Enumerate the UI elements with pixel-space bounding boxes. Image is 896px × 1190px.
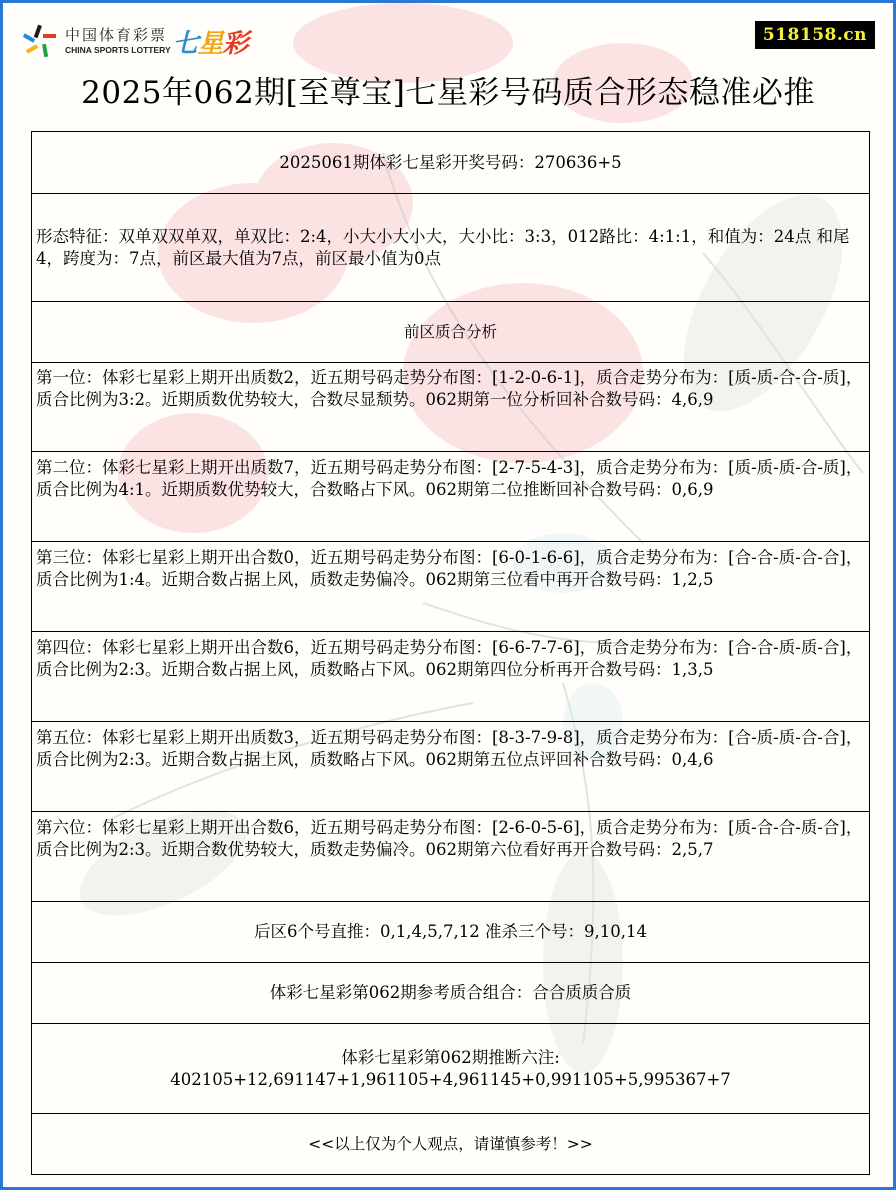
logo-en-text: CHINA SPORTS LOTTERY (65, 44, 171, 55)
position-row-6 (32, 811, 869, 901)
section-heading: 前区质合分析 (403, 323, 497, 341)
draw-result-text: 2025061期体彩七星彩开奖号码：270636+5 (279, 152, 622, 172)
combo-text: 体彩七星彩第062期参考质合组合：合合质质合质 (269, 983, 632, 1002)
position-row-1 (32, 362, 869, 451)
logo-cn-text: 中国体育彩票 (65, 25, 168, 44)
position-text: 第五位：体彩七星彩上期开出质数3，近五期号码走势分布图：[8-3-7-9-8]，质合走势分布为：[合-质-质-合-合]，质合比例为2:3。近期合数占据上风，质数略占下风。062期第五位点评回补合数号码：0,4,6 (36, 728, 863, 769)
page-frame (3, 3, 893, 1187)
draw-result-row (32, 132, 869, 193)
six-bets-title: 体彩七星彩第062期推断六注: (341, 1047, 560, 1067)
back-zone-text: 后区6个号直推：0,1,4,5,7,12 准杀三个号：9,10,14 (254, 922, 647, 941)
position-row-3 (32, 541, 869, 631)
position-text: 第一位：体彩七星彩上期开出质数2，近五期号码走势分布图：[1-2-0-6-1]，质合走势分布为：[质-质-合-合-质]，质合比例为3:2。近期质数优势较大，合数尽显颓势。062期第一位分析回补合数号码：4,6,9 (36, 368, 863, 409)
page-title: 2025年062期[至尊宝]七星彩号码质合形态稳准必推 (81, 75, 815, 111)
position-row-4 (32, 631, 869, 721)
six-bets-block (170, 1047, 731, 1091)
header (3, 3, 893, 123)
analysis-table (31, 131, 870, 1175)
disclaimer-row (32, 1113, 869, 1174)
qixingcai-brand (173, 23, 248, 60)
logo-text (65, 25, 171, 55)
position-text: 第四位：体彩七星彩上期开出合数6，近五期号码走势分布图：[6-6-7-7-6]，质合走势分布为：[合-合-质-质-合]，质合比例为2:3。近期合数占据上风，质数略占下风。062期第四位分析再开合数号码：1,3,5 (36, 638, 863, 679)
six-bets-numbers: 402105+12,691147+1,961105+4,961145+0,991105+5,995367+7 (170, 1069, 731, 1089)
position-row-2 (32, 451, 869, 541)
china-sports-lottery-logo (21, 21, 248, 61)
features-row (32, 193, 869, 301)
brand-char-1: 七 (172, 28, 198, 59)
lottery-star-icon (21, 22, 59, 60)
brand-char-3: 彩 (222, 28, 248, 59)
position-text: 第三位：体彩七星彩上期开出合数0，近五期号码走势分布图：[6-0-1-6-6]，质合走势分布为：[合-合-质-合-合]，质合比例为1:4。近期合数占据上风，质数走势偏冷。062期第三位看中再开合数号码：1,2,5 (36, 548, 863, 589)
back-zone-row (32, 901, 869, 962)
features-text: 形态特征：双单双双单双，单双比：2:4，小大小大小大，大小比：3:3，012路比：4:1:1，和值为：24点 和尾4，跨度为：7点，前区最大值为7点，前区最小值为0点 (36, 226, 850, 268)
combo-row (32, 962, 869, 1023)
brand-char-2: 星 (197, 28, 223, 59)
position-text: 第六位：体彩七星彩上期开出合数6，近五期号码走势分布图：[2-6-0-5-6]，质合走势分布为：[质-合-合-质-合]，质合比例为2:3。近期合数优势较大，质数走势偏冷。062期第六位看好再开合数号码：2,5,7 (36, 818, 863, 859)
position-text: 第二位：体彩七星彩上期开出质数7，近五期号码走势分布图：[2-7-5-4-3]，质合走势分布为：[质-质-质-合-质]，质合比例为4:1。近期质数优势较大，合数略占下风。062期第二位推断回补合数号码：0,6,9 (36, 458, 863, 499)
disclaimer-text: <<以上仅为个人观点，请谨慎参考！>> (308, 1135, 593, 1153)
section-heading-row (32, 301, 869, 362)
site-badge[interactable]: 518158.cn (755, 21, 875, 49)
six-bets-row (32, 1023, 869, 1113)
position-row-5 (32, 721, 869, 811)
